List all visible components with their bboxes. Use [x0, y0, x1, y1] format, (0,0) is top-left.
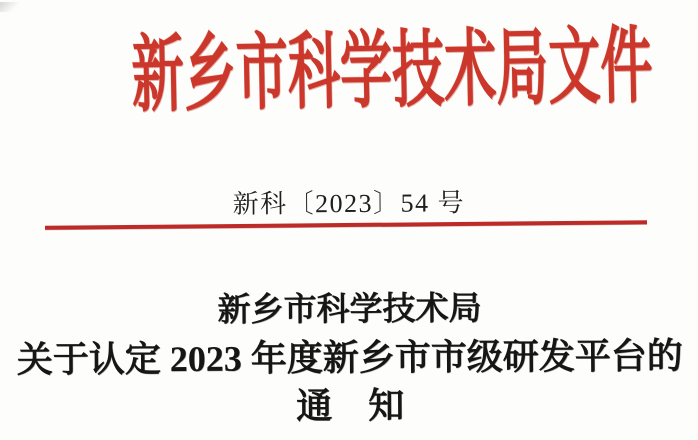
document-header-title: 新乡市科学技术局文件	[130, 20, 654, 123]
notice-issuer-line: 新乡市科学技术局	[217, 291, 482, 329]
notice-type-line: 通 知	[295, 385, 405, 427]
document-number: 新科〔2023〕54 号	[232, 188, 466, 219]
notice-subject-line: 关于认定 2023 年度新乡市市级研发平台的	[16, 335, 683, 381]
scan-corner-artifact	[0, 2, 19, 12]
red-divider-line	[45, 220, 647, 230]
